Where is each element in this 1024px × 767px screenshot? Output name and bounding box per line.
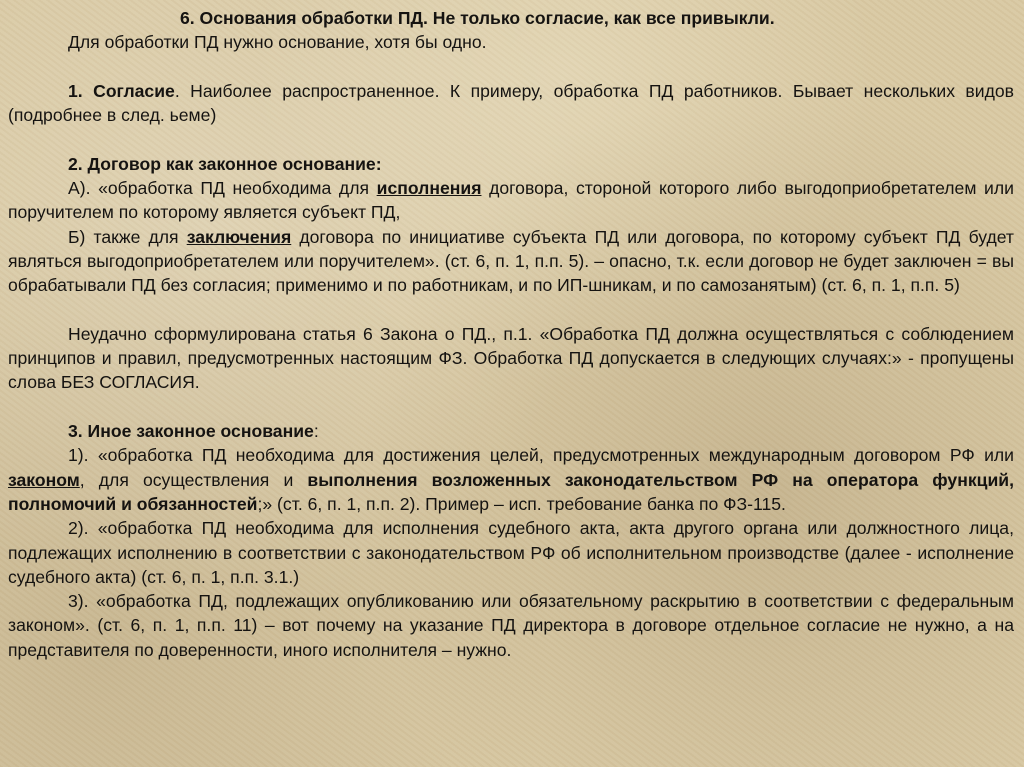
- spacer: [8, 298, 1014, 322]
- section-contract-heading-text: 2. Договор как законное основание:: [68, 153, 382, 174]
- item-a-text-1: А). «обработка ПД необходима для: [68, 178, 377, 199]
- item-1-text-2: , для осуществления и: [79, 469, 308, 490]
- section-contract-heading: [8, 152, 1014, 176]
- note-paragraph: Неудачно сформулирована статья 6 Закона о ПД., п.1. «Обработка ПД должна осуществляться с соблюдением принципов и правил, предусмотренных настоящим ФЗ. Обработка ПД допускается в следующих случаях:» - пропущены слова БЕЗ СОГЛАСИЯ.: [8, 323, 1014, 393]
- section-consent: [8, 79, 1014, 128]
- slide-content: [8, 6, 1014, 662]
- section-other-heading-text: 3. Иное законное основание: [68, 421, 314, 442]
- slide-title: 6. Основания обработки ПД. Не только согласие, как все привыкли.: [180, 8, 775, 28]
- section-other-item-3: 3). «обработка ПД, подлежащих опубликованию или обязательному раскрытию в соответствии с федеральным законом». (ст. 6, п. 1, п.п. 11) – вот почему на указание ПД директора в договоре отдельное согласие не нужно, а на представителя по доверенности, иного исполнителя – нужно.: [8, 591, 1014, 660]
- item-b-underlined: заключения: [186, 226, 292, 247]
- section-other-item-1: [8, 443, 1014, 516]
- item-a-text-2: договора, стороной которого либо выгодоприобретателем или поручителем по которому является субъект ПД,: [8, 178, 1014, 223]
- slide-subtitle: Для обработки ПД нужно основание, хотя бы одно.: [68, 32, 487, 53]
- spacer: [8, 395, 1014, 419]
- section-consent-text: . Наиболее распространенное. К примеру, обработка ПД работников. Бывает нескольких видов (подробнее в след. ьеме): [8, 80, 1015, 126]
- item-a-underlined: исполнения: [376, 178, 482, 199]
- section-contract-item-b: [8, 225, 1014, 298]
- section-contract-item-a: [8, 176, 1014, 225]
- item-1-bold: выполнения возложенных законодательством РФ на оператора функций, полномочий и обязанностей: [8, 469, 1014, 514]
- section-consent-heading: 1. Согласие: [68, 80, 175, 101]
- section-other-colon: :: [313, 421, 319, 442]
- section-other-item-2: 2). «обработка ПД необходима для исполнения судебного акта, акта другого органа или должностного лица, подлежащих исполнению в соответствии с законодательством РФ об исполнительном производстве (далее - исполнение судебного акта) (ст. 6, п. 1, п.п. 3.1.): [8, 518, 1014, 587]
- item-b-text-2: договора по инициативе субъекта ПД или договора, по которому субъект ПД будет являться выгодоприобретателем или поручителем». (ст. 6, п. 1, п.п. 5). – опасно, т.к. если договор не будет заключен = вы обрабатывали ПД без согласия; применимо и по работникам, и по ИП-шникам, и по самозанятым) (ст. 6, п. 1, п.п. 5): [8, 226, 1014, 296]
- item-1-underlined: законом: [8, 469, 80, 490]
- item-1-text-3: ;» (ст. 6, п. 1, п.п. 2). Пример – исп. требование банка по ФЗ-115.: [257, 493, 786, 514]
- spacer: [8, 127, 1014, 151]
- spacer: [8, 55, 1014, 79]
- item-b-text-1: Б) также для: [68, 226, 187, 247]
- item-1-text-1: 1). «обработка ПД необходима для достижения целей, предусмотренных международным договором РФ или: [68, 445, 1014, 466]
- section-other-heading: [8, 419, 1014, 443]
